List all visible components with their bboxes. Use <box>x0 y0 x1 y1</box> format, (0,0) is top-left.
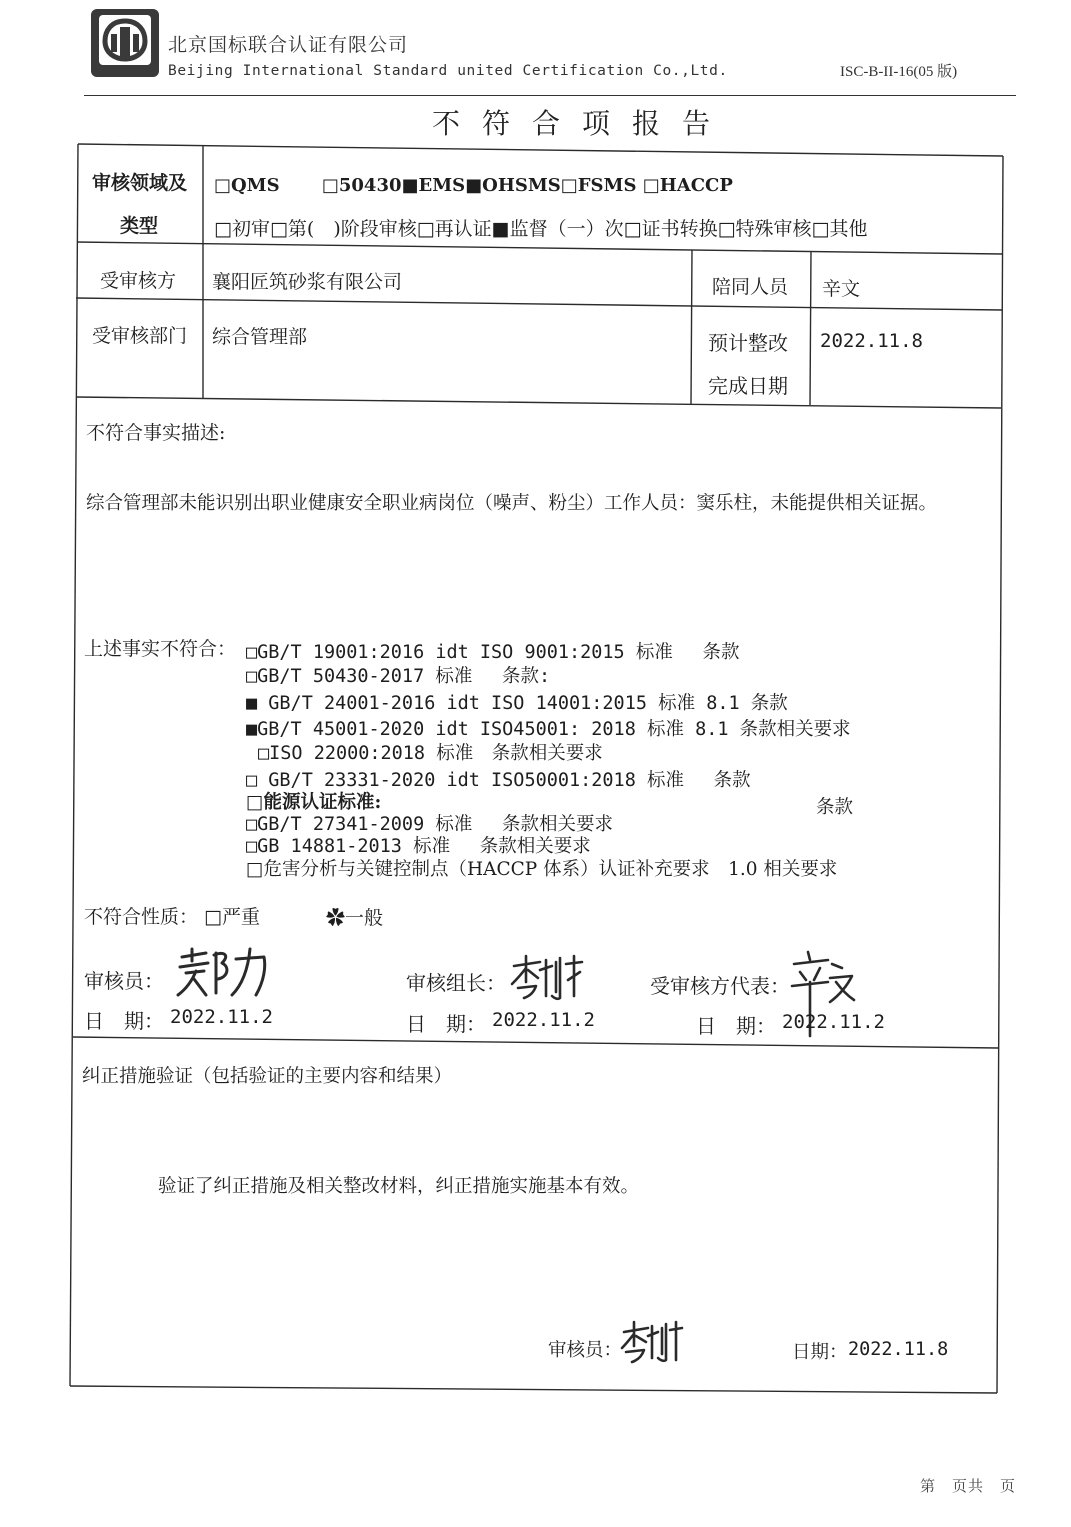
deadline-label-line2: 完成日期 <box>708 374 788 398</box>
audit-scope-label-line1: 审核领域及 <box>92 172 188 194</box>
standard-gbt50430: □GB/T 50430-2017 标准 条款: <box>246 666 551 687</box>
auditor-date-label: 日 期： <box>84 1009 164 1033</box>
auditor-date: 2022.11.2 <box>170 1006 273 1028</box>
rep-date-label: 日 期： <box>696 1014 776 1038</box>
standard-iso45001: ■GB/T 45001-2020 idt ISO45001: 2018 标准 8.1 条款相关要求 <box>246 719 851 740</box>
form-code: ISC-B-II-16(05 版) <box>840 64 958 80</box>
leader-signature <box>510 952 590 1002</box>
audit-type-options: □初审□第( )阶段审核□再认证■监督（一）次□证书转换□特殊审核□其他 <box>214 218 868 240</box>
auditor-signature <box>172 945 272 1003</box>
nature-label: 不符合性质： <box>84 906 199 928</box>
facts-label: 不符合事实描述: <box>86 422 226 444</box>
company-logo <box>89 7 161 79</box>
facts-description: 综合管理部未能识别出职业健康安全职业病岗位（噪声、粉尘）工作人员：窦乐柱，未能提供相关证据。 <box>86 493 938 514</box>
leader-date-label: 日 期： <box>406 1012 486 1036</box>
standard-iso50001: □ GB/T 23331-2020 idt ISO50001:2018 标准 条款 <box>246 770 751 791</box>
verification-auditor-label: 审核员： <box>548 1340 623 1361</box>
accompany-label: 陪同人员 <box>712 276 789 298</box>
standard-haccp: □危害分析与关键控制点（HACCP 体系）认证补充要求 1.0 相关要求 <box>246 859 838 880</box>
header-divider <box>84 95 1016 96</box>
auditor-label: 审核员： <box>84 969 164 993</box>
deadline-label-line1: 预计整改 <box>708 331 788 355</box>
standard-iso14001: ■ GB/T 24001-2016 idt ISO 14001:2015 标准 8.1 条款 <box>246 693 788 714</box>
verification-auditor-signature <box>620 1318 686 1364</box>
company-name-en: Beijing International Standard united Certification Co.,Ltd. <box>168 63 728 79</box>
rep-label: 受审核方代表： <box>650 974 790 998</box>
rep-date: 2022.11.2 <box>782 1011 885 1033</box>
standard-energy-clause: 条款 <box>816 797 854 818</box>
leader-date: 2022.11.2 <box>492 1009 595 1031</box>
standards-label: 上述事实不符合： <box>84 638 237 660</box>
standard-gbt27341: □GB/T 27341-2009 标准 条款相关要求 <box>246 814 613 835</box>
deadline-date: 2022.11.8 <box>820 330 923 352</box>
verification-result: 验证了纠正措施及相关整改材料，纠正措施实施基本有效。 <box>158 1176 640 1197</box>
page-number: 第 页共 页 <box>920 1477 1017 1495</box>
verification-date: 2022.11.8 <box>848 1339 949 1360</box>
accompany-person: 辛文 <box>822 278 861 300</box>
document-title: 不符合项报告 <box>432 107 733 140</box>
department-label: 受审核部门 <box>92 325 188 347</box>
company-name-cn: 北京国标联合认证有限公司 <box>168 34 409 56</box>
verification-date-label: 日期： <box>792 1342 848 1363</box>
leader-label: 审核组长： <box>406 971 506 995</box>
standard-iso9001: □GB/T 19001:2016 idt ISO 9001:2015 标准 条款 <box>246 642 740 663</box>
nature-general: ✿一般 <box>326 907 384 929</box>
auditee-label: 受审核方 <box>100 270 177 292</box>
verification-label: 纠正措施验证（包括验证的主要内容和结果） <box>82 1066 453 1087</box>
nature-serious: □严重 <box>204 906 260 928</box>
auditee-name: 襄阳匠筑砂浆有限公司 <box>212 271 403 293</box>
standard-energy-cert: □能源认证标准: <box>246 792 382 813</box>
standard-gb14881: □GB 14881-2013 标准 条款相关要求 <box>246 836 591 857</box>
audit-scope-label-line2: 类型 <box>120 215 159 237</box>
standard-iso22000: □ISO 22000:2018 标准 条款相关要求 <box>258 743 603 764</box>
management-systems-options: □QMS □50430■EMS■OHSMS□FSMS □HACCP <box>214 175 733 196</box>
department-name: 综合管理部 <box>212 326 308 348</box>
